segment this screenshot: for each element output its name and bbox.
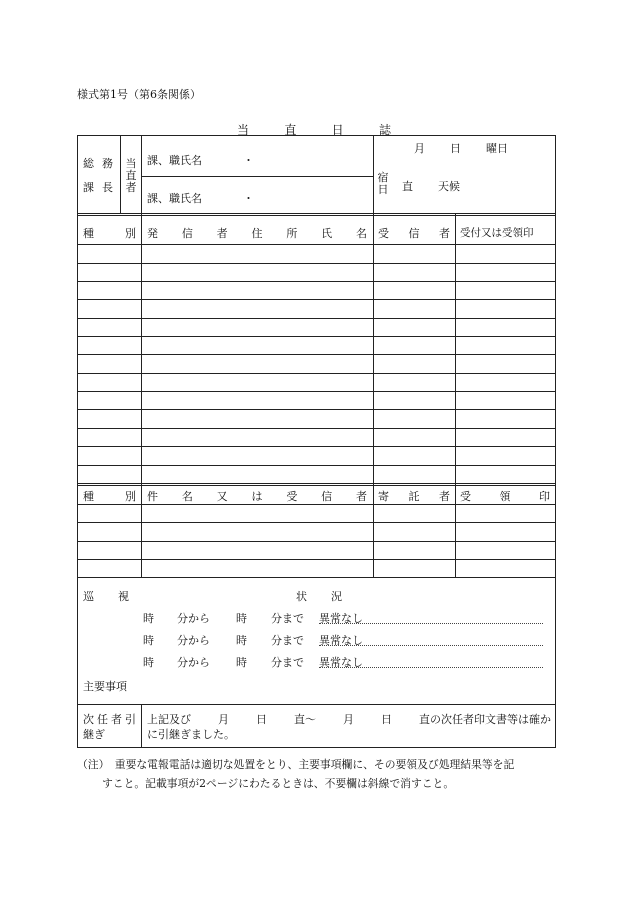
title-char: 当: [237, 123, 250, 137]
note-line-2: すこと。記載事項が2ページにわたるときは、不要欄は斜線で消すこと。: [102, 777, 455, 790]
date-weekday: 曜日: [486, 142, 508, 155]
title-char: 日: [331, 123, 344, 137]
staff-row-divider: [141, 176, 373, 177]
patrol-row-3-result: 異常なし: [319, 656, 363, 669]
s2-col-type: 種 別: [83, 490, 136, 503]
table-row: [77, 354, 556, 355]
patrol-row-2-to: 分まで: [271, 634, 304, 647]
s2-col-subject: 件 名 又 は 受 信 者: [147, 490, 367, 503]
title-char: 直: [284, 123, 297, 137]
shukujitsu-label: 宿 日: [377, 171, 389, 196]
patrol-row-1-ji2: 時: [236, 612, 247, 625]
table-row: [77, 522, 556, 523]
patrol-status-b: 況: [331, 590, 342, 603]
section2-divider: [455, 484, 456, 578]
section1-divider: [455, 214, 456, 484]
table-row: [77, 541, 556, 542]
section1-divider: [141, 214, 142, 484]
s1-col-stamp: 受付又は受領印: [460, 227, 534, 239]
patrol-row-3-ji: 時: [143, 656, 154, 669]
section2-divider: [373, 484, 374, 578]
patrol-row-3-from: 分から: [177, 656, 210, 669]
table-row: [77, 391, 556, 392]
s2-col-stamp: 受 領 印: [460, 490, 550, 503]
table-row: [77, 263, 556, 264]
table-row: [77, 504, 556, 505]
patrol-row-3-ji2: 時: [236, 656, 247, 669]
somu-label: 総 務: [83, 157, 113, 170]
tochokusha-label: 当 直 者: [125, 157, 137, 194]
patrol-row-1-ji: 時: [143, 612, 154, 625]
handover-divider: [141, 705, 142, 748]
weather-label: 天候: [438, 180, 460, 193]
header-divider: [373, 135, 374, 214]
patrol-row-1-from: 分から: [177, 612, 210, 625]
table-row: [77, 446, 556, 447]
staff-dot-2: ・: [243, 192, 254, 205]
handover-label-2: 継ぎ: [83, 728, 105, 741]
patrol-row-2-line: [319, 645, 543, 646]
patrol-status-a: 状: [296, 590, 307, 603]
handover-label-1: 次 任 者 引: [83, 713, 136, 726]
patrol-label-b: 視: [118, 590, 129, 603]
s1-col-sender: 発 信 者 住 所 氏 名: [147, 227, 367, 240]
patrol-row-2-from: 分から: [177, 634, 210, 647]
main-items-label: 主要事項: [83, 680, 127, 693]
choku-label: 直: [402, 180, 413, 193]
form-number: 様式第1号（第6条関係）: [77, 88, 201, 101]
table-row: [77, 244, 556, 245]
note-line-1: （注） 重要な電報電話は適切な処置をとり、主要事項欄に、その要領及び処理結果等を記: [77, 758, 515, 771]
section1-divider: [373, 214, 374, 484]
handover-text-1: 上記及び 月 日 直～ 月 日 直の次任者印文書等は確か: [147, 713, 551, 726]
staff-dot-1: ・: [243, 154, 254, 167]
staff-name-1: 課、職氏名: [147, 154, 202, 167]
header-divider: [141, 135, 142, 214]
header-bottom-rule: [77, 213, 556, 216]
staff-name-2: 課、職氏名: [147, 192, 202, 205]
section2-divider: [141, 484, 142, 578]
kacho-label: 課 長: [83, 181, 113, 194]
table-row: [77, 428, 556, 429]
table-row: [77, 336, 556, 337]
table-row: [77, 465, 556, 466]
patrol-row-3-line: [319, 667, 543, 668]
s1-col-receiver: 受 信 者: [378, 227, 450, 240]
patrol-label-a: 巡: [83, 590, 94, 603]
table-row: [77, 559, 556, 560]
s2-col-depositor: 寄 託 者: [378, 490, 450, 503]
date-day: 日: [450, 142, 461, 155]
patrol-row-3-to: 分まで: [271, 656, 304, 669]
table-row: [77, 299, 556, 300]
date-month: 月: [414, 142, 425, 155]
s1-col-type: 種 別: [83, 227, 136, 240]
table-row: [77, 373, 556, 374]
section2-bottom-rule: [77, 577, 556, 578]
patrol-row-1-result: 異常なし: [319, 612, 363, 625]
patrol-row-2-result: 異常なし: [319, 634, 363, 647]
patrol-row-1-line: [319, 623, 543, 624]
patrol-row-1-to: 分まで: [271, 612, 304, 625]
patrol-bottom-rule: [77, 704, 556, 705]
patrol-row-2-ji2: 時: [236, 634, 247, 647]
patrol-row-2-ji: 時: [143, 634, 154, 647]
table-row: [77, 409, 556, 410]
table-row: [77, 318, 556, 319]
header-divider: [120, 135, 121, 214]
section1-bottom-rule: [77, 483, 556, 486]
table-row: [77, 281, 556, 282]
handover-text-2: に引継ぎました。: [147, 728, 235, 741]
title-char: 誌: [378, 123, 391, 137]
